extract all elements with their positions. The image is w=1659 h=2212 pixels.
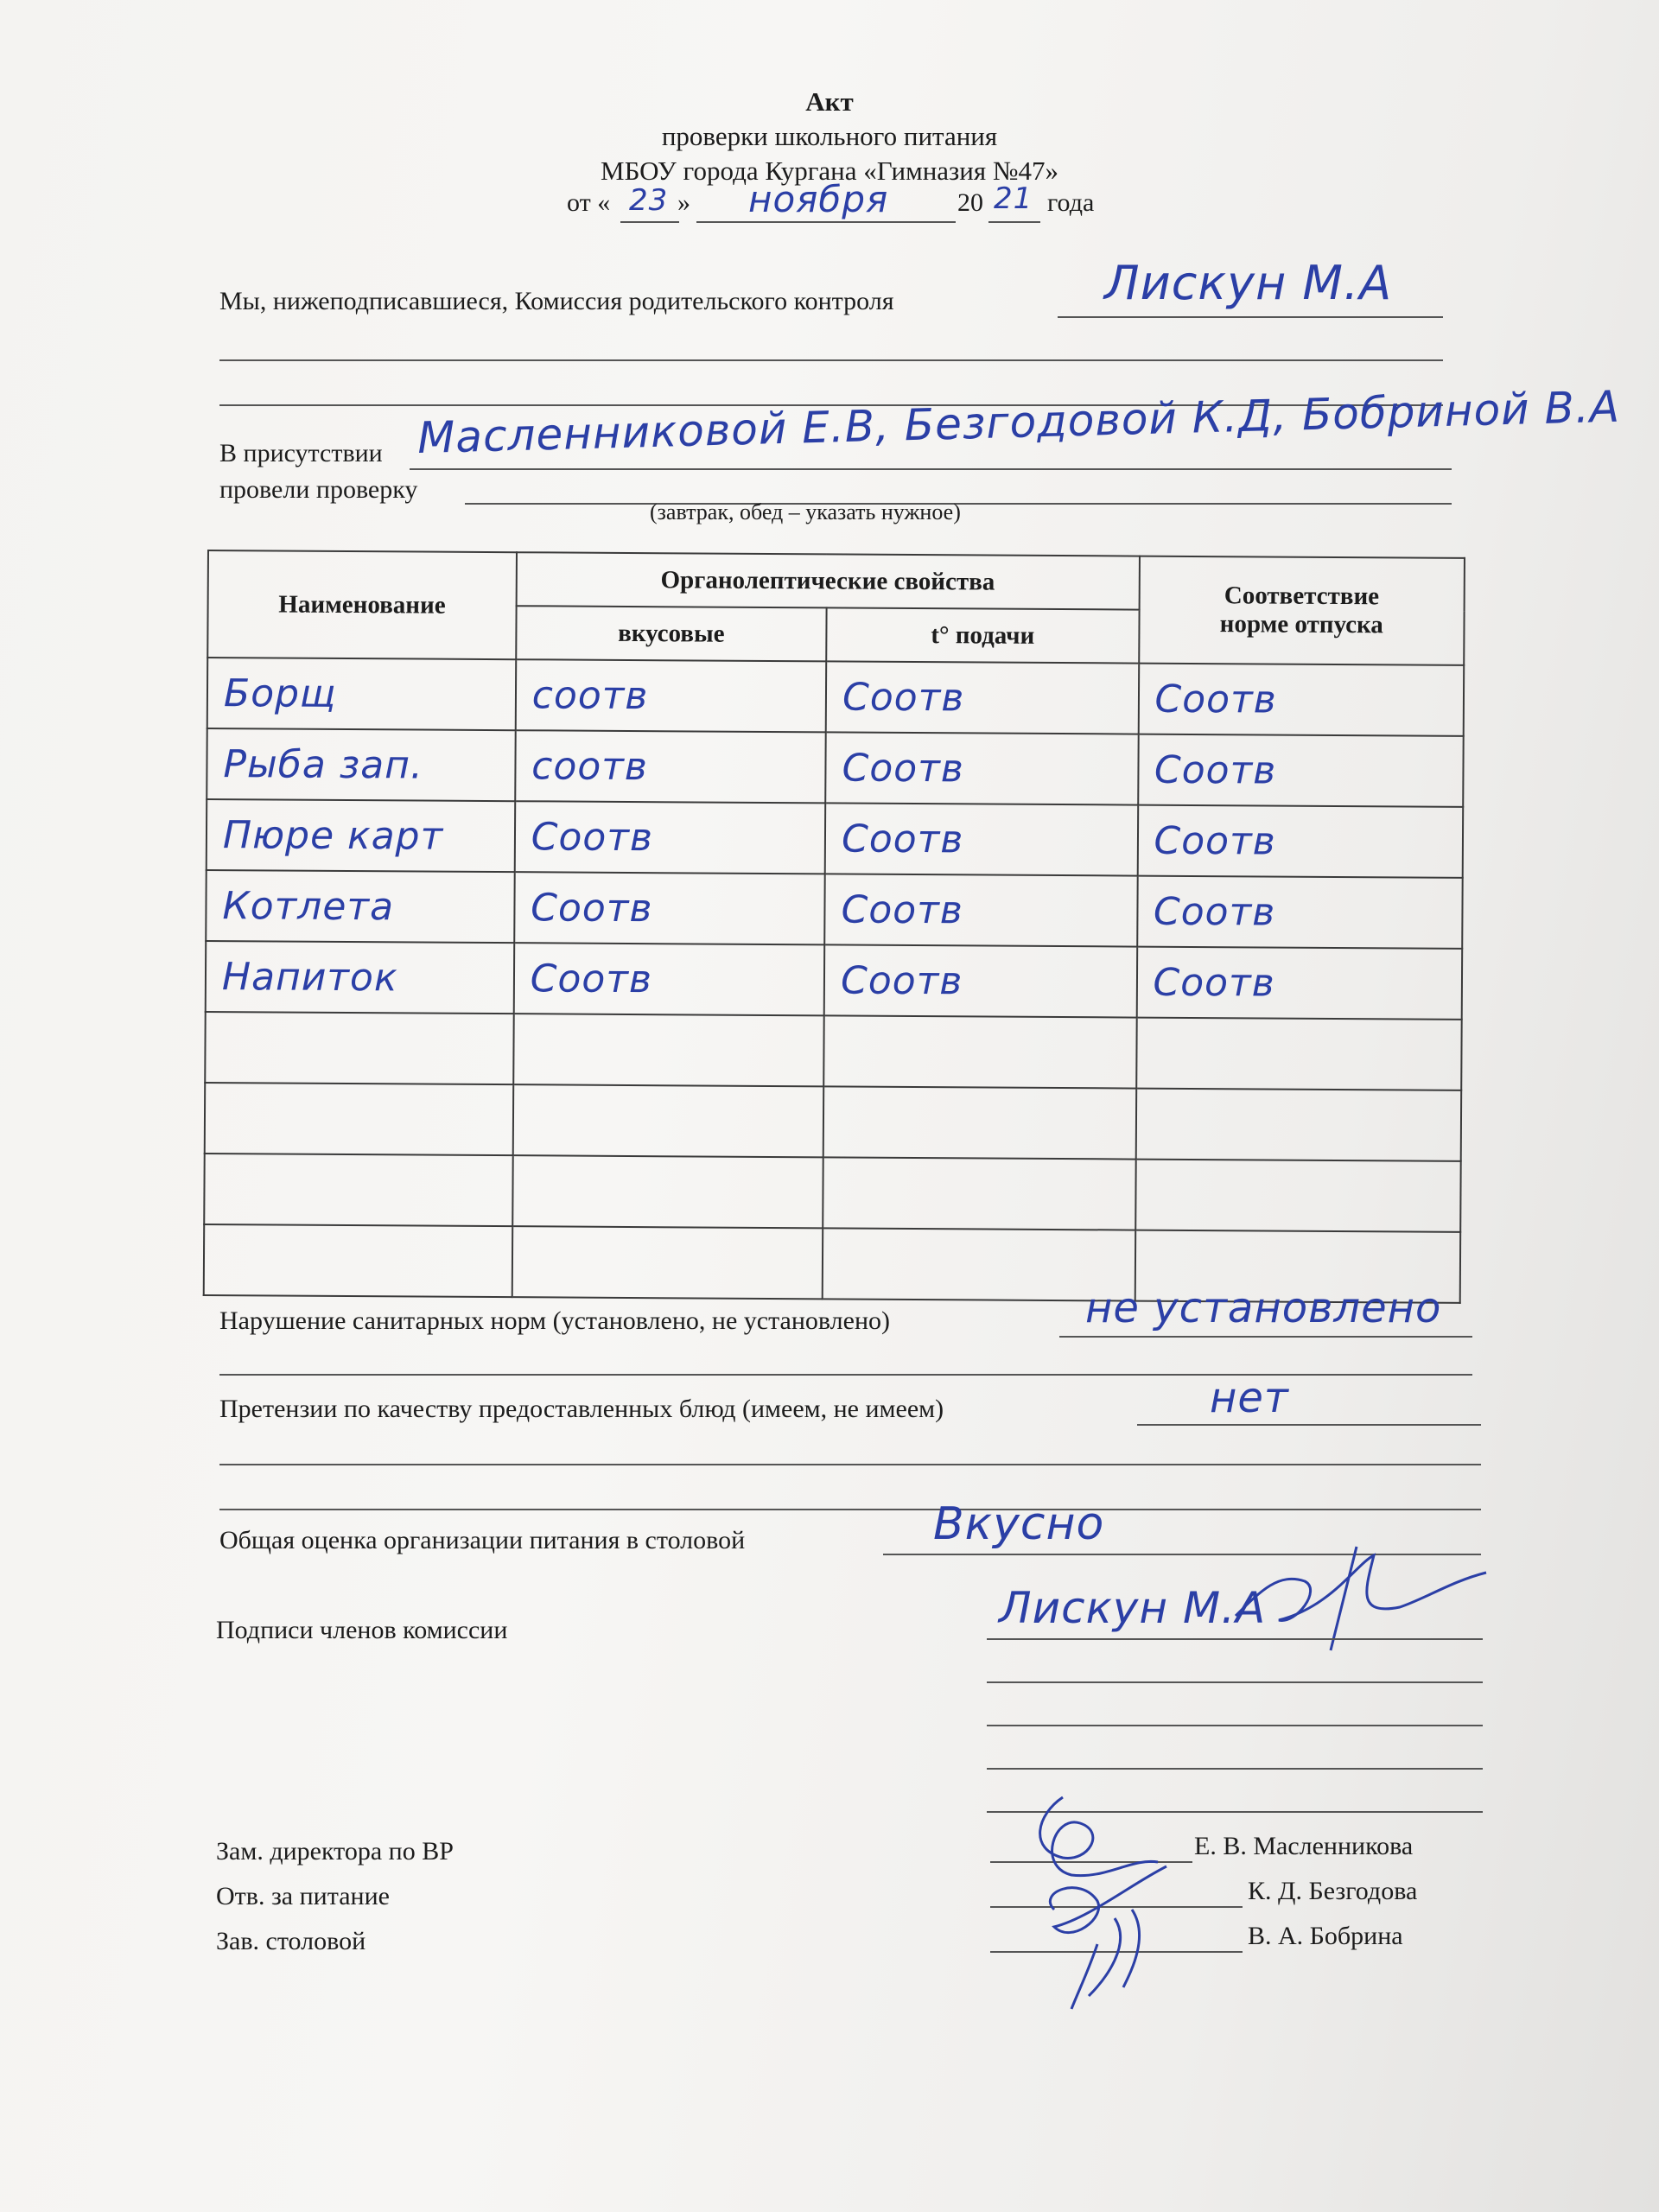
temp-value: Соотв — [841, 887, 963, 932]
taste-value: соотв — [531, 672, 649, 718]
presence-label: В присутствии — [219, 439, 383, 467]
signatures-value: Лискун М.А — [999, 1583, 1267, 1633]
dish-name: Рыба зап. — [223, 741, 424, 788]
taste-value: Соотв — [530, 956, 653, 1001]
table-row — [204, 1154, 1460, 1232]
commission-label: Мы, нижеподписавшиеся, Комиссия родительского контроля — [219, 287, 894, 315]
taste-value: соотв — [531, 743, 648, 789]
temp-value: Соотв — [841, 816, 964, 861]
table-row — [206, 941, 1462, 1020]
rating-value: Вкусно — [933, 1498, 1105, 1550]
empty-cell — [512, 1084, 823, 1157]
empty-cell — [204, 1154, 512, 1226]
doc-title: Акт — [805, 86, 854, 117]
col-temp-header: t° подачи — [826, 607, 1139, 663]
check-hint: (завтрак, обед – указать нужное) — [650, 499, 961, 524]
presence-value: Масленниковой Е.В, Безгодовой К.Д, Бобриной В.А — [416, 381, 1621, 463]
table-row — [207, 728, 1463, 807]
empty-cell — [205, 1012, 513, 1084]
empty-cell — [1135, 1089, 1461, 1161]
empty-cell — [1136, 1018, 1462, 1090]
officials-signatures-scribble-icon — [1002, 1780, 1227, 2013]
official-name-1: Е. В. Масленникова — [1194, 1832, 1414, 1860]
taste-value: Соотв — [531, 814, 654, 860]
date-year: 21 — [994, 181, 1033, 216]
dish-name: Борщ — [223, 671, 337, 716]
official-role-2: Отв. за питание — [216, 1882, 390, 1910]
norm-value: Соотв — [1154, 818, 1276, 864]
date-year-prefix: 20 — [957, 188, 983, 217]
official-role-3: Зав. столовой — [216, 1927, 366, 1955]
empty-cell — [513, 1014, 824, 1086]
violations-label: Нарушение санитарных норм (установлено, не установлено) — [219, 1306, 891, 1335]
empty-cell — [512, 1155, 823, 1228]
violations-value: не установлено — [1085, 1284, 1442, 1332]
table-row — [205, 1012, 1461, 1090]
member-signatures-scribble-icon — [1227, 1538, 1495, 1659]
check-label: провели проверку — [219, 475, 418, 504]
col-norm-header — [1139, 556, 1465, 665]
doc-subtitle: проверки школьного питания — [661, 121, 998, 151]
temp-value: Соотв — [842, 674, 965, 720]
empty-cell — [823, 1086, 1136, 1159]
empty-cell — [823, 1157, 1135, 1230]
rating-label: Общая оценка организации питания в столовой — [219, 1526, 746, 1554]
official-name-2: К. Д. Безгодова — [1248, 1877, 1418, 1905]
official-role-1: Зам. директора по ВР — [216, 1837, 454, 1866]
table-row — [207, 658, 1464, 736]
empty-cell — [205, 1083, 513, 1155]
col-organoleptic-header: Органолептические свойства — [516, 552, 1139, 609]
claims-value: нет — [1210, 1374, 1289, 1422]
school-name: МБОУ города Кургана «Гимназия №47» — [601, 156, 1058, 186]
table-row — [207, 799, 1463, 878]
date-suffix: года — [1047, 188, 1095, 217]
temp-value: Соотв — [842, 745, 964, 791]
norm-value: Соотв — [1154, 747, 1277, 793]
empty-cell — [1135, 1160, 1461, 1232]
inspection-table — [203, 550, 1465, 1304]
date-month: ноября — [748, 178, 889, 220]
taste-value: Соотв — [531, 885, 653, 931]
norm-value: Соотв — [1153, 960, 1275, 1006]
commission-value: Лискун М.А — [1104, 256, 1393, 310]
col-name-header: Наименование — [207, 550, 517, 659]
empty-cell — [512, 1226, 823, 1299]
col-norm-line1: Соответствие — [1224, 582, 1380, 611]
col-taste-header: вкусовые — [516, 606, 827, 661]
date-close: » — [677, 188, 690, 217]
signatures-label: Подписи членов комиссии — [216, 1616, 508, 1644]
dish-name: Напиток — [221, 954, 398, 1000]
table-row — [205, 1083, 1461, 1161]
col-norm-line2: норме отпуска — [1219, 610, 1383, 639]
official-name-3: В. А. Бобрина — [1248, 1922, 1403, 1950]
empty-cell — [823, 1015, 1136, 1088]
norm-value: Соотв — [1154, 677, 1277, 722]
claims-label: Претензии по качеству предоставленных блюд (имеем, не имеем) — [219, 1395, 944, 1423]
dish-name: Котлета — [222, 883, 395, 929]
date-day: 23 — [629, 183, 669, 218]
table-row — [206, 870, 1462, 949]
temp-value: Соотв — [840, 957, 963, 1003]
empty-cell — [204, 1224, 512, 1297]
date-prefix: от « — [567, 188, 611, 217]
dish-name: Пюре карт — [222, 812, 444, 859]
norm-value: Соотв — [1153, 889, 1276, 935]
